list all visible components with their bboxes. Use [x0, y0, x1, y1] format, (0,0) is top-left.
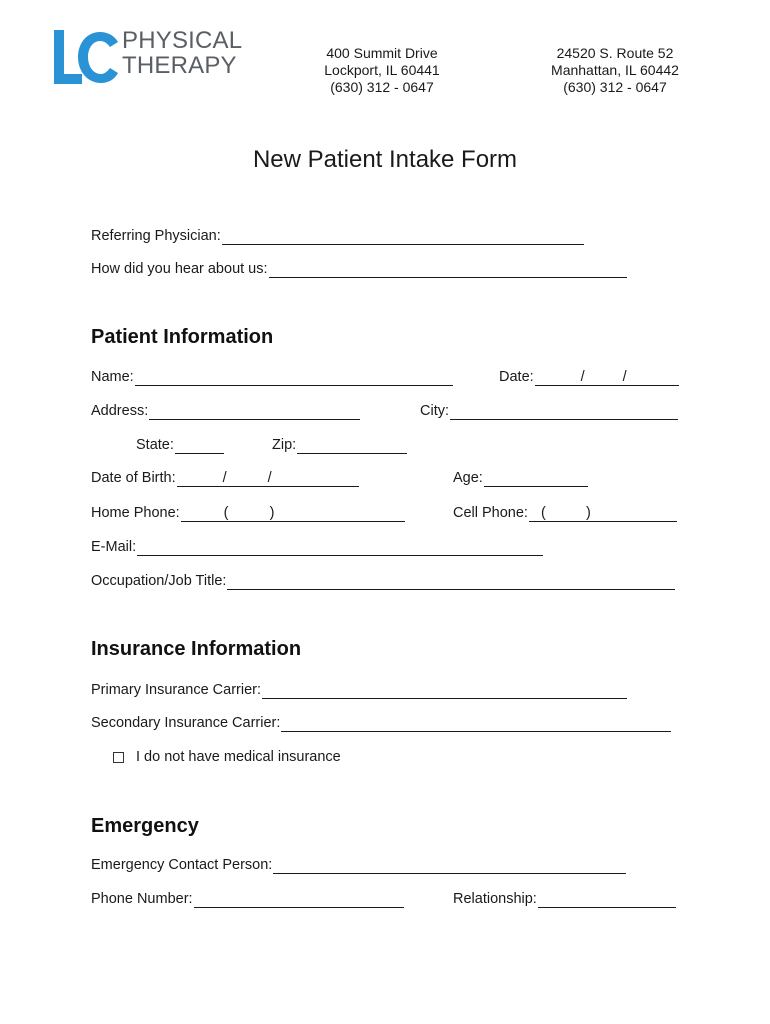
form-title: New Patient Intake Form — [252, 146, 518, 173]
area-code-paren: ) — [269, 505, 275, 521]
date-slash: / — [622, 369, 627, 385]
primary-insurance-input[interactable] — [262, 683, 627, 699]
field-label: How did you hear about us: — [91, 261, 268, 277]
primary-insurance-field — [91, 679, 627, 699]
field-label: Age: — [453, 470, 483, 486]
secondary-insurance-input[interactable] — [281, 716, 671, 732]
city-field — [420, 400, 678, 420]
field-label: Emergency Contact Person: — [91, 857, 273, 873]
date-field — [499, 366, 679, 386]
dob-slash: / — [267, 470, 272, 486]
age-input[interactable] — [484, 471, 588, 487]
field-label: Primary Insurance Carrier: — [91, 682, 262, 698]
field-label: Date: — [499, 369, 534, 385]
email-field — [91, 536, 543, 556]
state-field — [136, 434, 224, 454]
location-city: Manhattan, IL 60442 — [551, 62, 679, 78]
no-insurance-checkbox[interactable] — [113, 752, 124, 763]
cell-phone-field — [453, 502, 677, 522]
location-street: 400 Summit Drive — [326, 45, 438, 61]
city-input[interactable] — [450, 404, 678, 420]
logo-line-2: THERAPY — [122, 52, 237, 79]
relationship-field — [453, 888, 676, 908]
field-label: Address: — [91, 403, 149, 419]
occupation-input[interactable] — [227, 574, 675, 590]
field-label: Name: — [91, 369, 134, 385]
age-field — [453, 467, 588, 487]
field-label: E-Mail: — [91, 539, 137, 555]
home-phone-input[interactable] — [181, 506, 405, 522]
insurance-info-heading: Insurance Information — [91, 638, 302, 660]
field-label: Cell Phone: — [453, 505, 528, 521]
emergency-contact-input[interactable] — [273, 858, 626, 874]
address-field — [91, 400, 360, 420]
relationship-input[interactable] — [538, 892, 676, 908]
referring-physician-input[interactable] — [222, 229, 584, 245]
emergency-phone-input[interactable] — [194, 892, 404, 908]
emergency-contact-field — [91, 854, 626, 874]
field-label: Occupation/Job Title: — [91, 573, 227, 589]
field-label: State: — [136, 437, 174, 453]
lc-logo-mark-icon — [52, 28, 120, 86]
date-of-birth-field — [91, 467, 359, 487]
field-label: Relationship: — [453, 891, 537, 907]
field-label: Referring Physician: — [91, 228, 221, 244]
location-manhattan — [550, 45, 680, 96]
secondary-insurance-field — [91, 712, 671, 732]
zip-input[interactable] — [297, 438, 407, 454]
field-label: City: — [420, 403, 449, 419]
field-label: Date of Birth: — [91, 470, 176, 486]
emergency-heading: Emergency — [91, 815, 199, 837]
email-input[interactable] — [137, 540, 543, 556]
address-input[interactable] — [149, 404, 360, 420]
dob-slash: / — [222, 470, 227, 486]
cell-phone-input[interactable] — [529, 506, 677, 522]
area-code-paren: ( — [540, 505, 546, 521]
referral-source-field — [91, 258, 627, 278]
no-insurance-label: I do not have medical insurance — [136, 749, 341, 765]
date-input[interactable] — [535, 370, 679, 386]
location-city: Lockport, IL 60441 — [324, 62, 440, 78]
name-input[interactable] — [135, 370, 453, 386]
practice-logo — [52, 27, 243, 86]
field-label: Secondary Insurance Carrier: — [91, 715, 281, 731]
logo-wordmark — [122, 28, 242, 78]
occupation-field — [91, 570, 675, 590]
logo-line-1: PHYSICAL — [122, 27, 243, 54]
field-label: Home Phone: — [91, 505, 180, 521]
name-field — [91, 366, 453, 386]
home-phone-field — [91, 502, 405, 522]
location-phone: (630) 312 - 0647 — [563, 79, 667, 95]
date-of-birth-input[interactable] — [177, 471, 359, 487]
patient-info-heading: Patient Information — [91, 326, 274, 348]
date-slash: / — [580, 369, 585, 385]
area-code-paren: ( — [223, 505, 229, 521]
state-input[interactable] — [175, 438, 224, 454]
emergency-phone-field — [91, 888, 404, 908]
field-label: Phone Number: — [91, 891, 193, 907]
location-lockport — [322, 45, 442, 96]
referring-physician-field — [91, 225, 584, 245]
no-insurance-option — [113, 746, 341, 766]
referral-source-input[interactable] — [269, 262, 627, 278]
area-code-paren: ) — [585, 505, 591, 521]
location-street: 24520 S. Route 52 — [556, 45, 674, 61]
location-phone: (630) 312 - 0647 — [330, 79, 434, 95]
field-label: Zip: — [272, 437, 297, 453]
zip-field — [272, 434, 407, 454]
